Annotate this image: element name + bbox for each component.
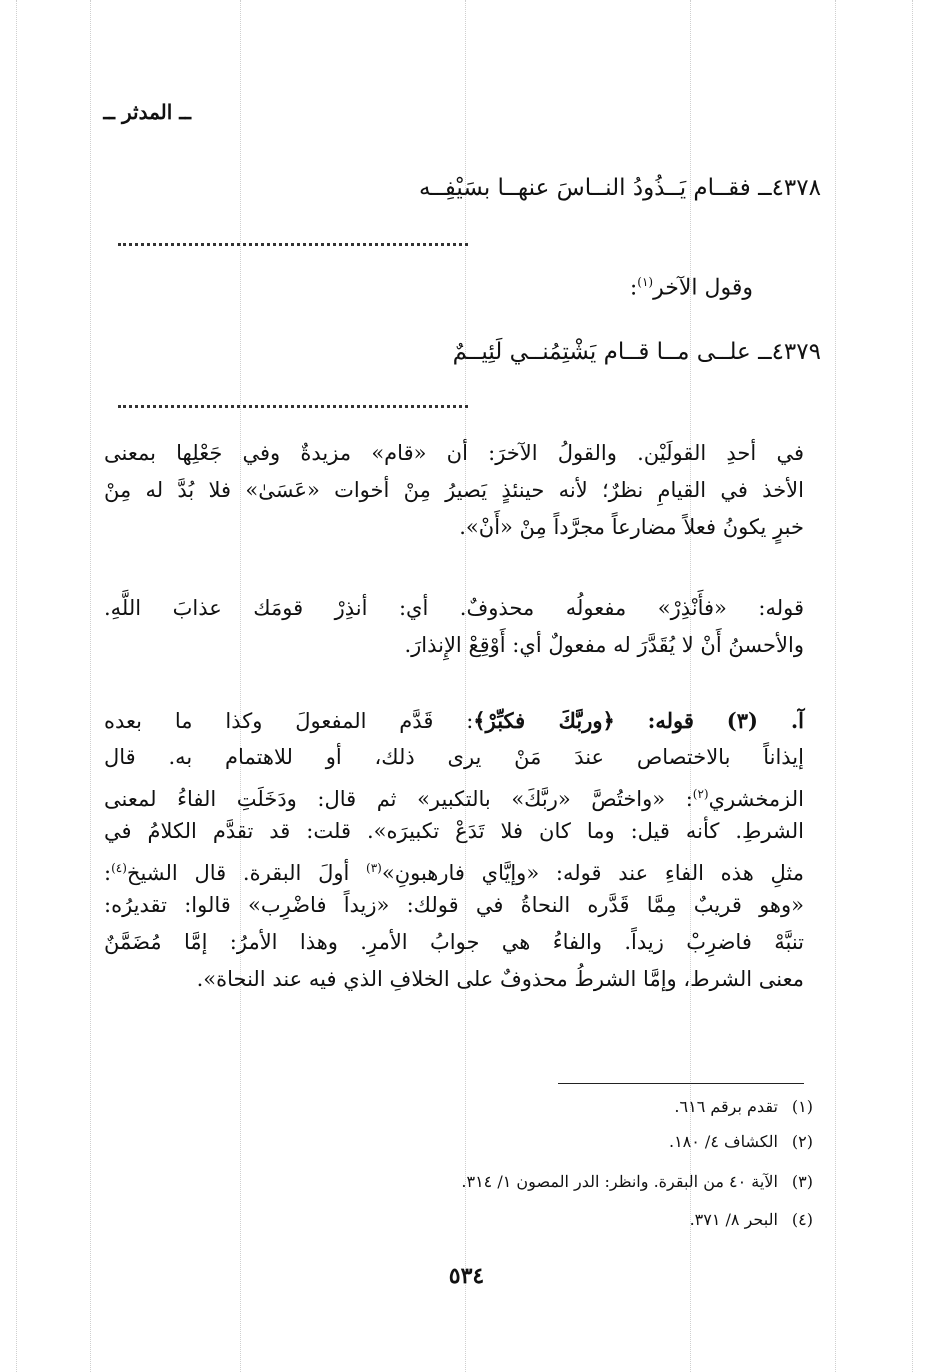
line-text: :: [104, 861, 112, 885]
paragraph-line: إيذاناً بالاختصاص عندَ مَنْ يرى ذلك، أو للاهتمام به. قال: [104, 745, 804, 769]
footnote-4: [690, 1210, 813, 1229]
scan-grid-line: [16, 0, 17, 1372]
intro-colon: :: [629, 275, 638, 301]
footnote-number: (٢): [791, 1132, 813, 1151]
scan-grid-line: [240, 0, 241, 1372]
footnote-text: البحر ٨/ ٣٧١.: [689, 1210, 778, 1229]
paragraph-1: [104, 435, 804, 546]
paragraph-2: [104, 590, 804, 664]
paragraph-line: الشرطِ. كأنه قيل: وما كان فلا تَدَعْ تكبيرَه». قلت: قد تقدَّم الكلامُ في: [104, 819, 804, 843]
footnote-3: [461, 1172, 813, 1191]
lead-word: قوله:: [647, 708, 694, 733]
verse-ellipsis: [118, 405, 468, 408]
scan-grid-line: [912, 0, 913, 1372]
footnote-text: الكشاف ٤/ ١٨٠.: [668, 1132, 778, 1151]
verse-4378: ٤٣٧٨ــ فقــام يَــذُودُ النــاسَ عنهــا بسَيْفِــه: [418, 175, 821, 201]
footnote-text: تقدم برقم ٦١٦.: [674, 1097, 778, 1116]
quote-text: : «واختُصَّ «ربَّكَ» بالتكبير» ثم قال: ودَخَلَتِ الفاءُ لمعنى: [104, 787, 693, 811]
paragraph-line: [104, 702, 804, 739]
quran-quote: ﴿وربَّكَ فكبِّرْ﴾: [473, 708, 615, 733]
paragraph-line: في أحدِ القولَيْن. والقولُ الآخرَ: أن «قام» مزيدةٌ وفي جَعْلِها بمعنى: [104, 441, 804, 465]
paragraph-line: والأحسنُ أَنْ لا يُقَدَّرَ له مفعولٌ أي: أَوْقِعْ الإِنذارَ.: [404, 633, 804, 657]
footnote-ref-1: (١): [637, 275, 654, 289]
scan-grid-line: [90, 0, 91, 1372]
line-text: أولَ البقرة. قال الشيخ: [126, 861, 367, 885]
footnote-ref-2: (٢): [692, 787, 709, 801]
footnote-ref-4: (٤): [111, 861, 127, 875]
section-number: (٣): [726, 708, 758, 733]
paragraph-line: [104, 850, 804, 887]
footnote-2: [669, 1132, 813, 1151]
running-head: ــ المدثر ــ: [103, 100, 191, 124]
paragraph-line: الأخذ في القيامِ نظرٌ؛ لأنه حينئذٍ يَصيرُ مِنْ أخوات «عَسَىٰ» فلا بُدَّ له مِنْ: [104, 478, 804, 502]
scan-grid-line: [835, 0, 836, 1372]
paragraph-line: قوله: «فأَنْذِرْ» مفعولُه محذوفٌ. أي: أنذِرْ قومَك عذابَ اللَّهِ.: [104, 596, 804, 620]
footnote-number: (٤): [791, 1210, 813, 1229]
page-number: ٥٣٤: [448, 1263, 485, 1289]
paragraph-line: [104, 776, 804, 813]
paragraph-line: معنى الشرط، وإمَّا الشرطُ محذوفٌ على الخلافِ الذي فيه عند النحاة».: [196, 967, 804, 991]
line-text: مثلِ هذه الفاءِ عند قوله: «وإيَّاي فارهبونِ»: [381, 861, 804, 885]
intro-label: وقول الآخر: [653, 275, 753, 301]
footnote-number: (١): [791, 1097, 813, 1116]
paragraph-line: خبرٍ يكونُ فعلاً مضارعاً مجرَّداً مِنْ «أَنْ».: [459, 515, 804, 539]
footnote-number: (٣): [791, 1172, 813, 1191]
paragraph-3: [104, 702, 804, 998]
intro-other-poet: [630, 275, 753, 300]
paragraph-line: «وهو قريبٌ مِمَّا قَدَّره النحاةُ في قولك: «زيداً فاضْرِب» قالوا: تقديرُه:: [104, 893, 804, 917]
author-name: الزمخشري: [708, 787, 804, 811]
lead-rest: : قَدَّم المفعولَ وكذا ما بعده: [104, 709, 474, 733]
verse-ellipsis: [118, 243, 468, 246]
footnote-ref-3: (٣): [366, 861, 382, 875]
paragraph-line: تنبَّهْ فاضرِبْ زيداً. والفاءُ هي جوابُ الأمرِ. وهذا الأمرُ: إمَّا مُضَمَّنٌ: [104, 930, 804, 954]
footnote-1: [674, 1097, 813, 1116]
footnote-text: الآية ٤٠ من البقرة. وانظر: الدر المصون ١/ ٣١٤.: [461, 1172, 778, 1191]
footnote-divider: [558, 1083, 804, 1084]
verse-4379: ٤٣٧٩ــ علــى مــا قــام يَشْتِمُنــي لَئِيــمٌ: [452, 339, 821, 365]
section-marker: آ.: [790, 708, 804, 733]
